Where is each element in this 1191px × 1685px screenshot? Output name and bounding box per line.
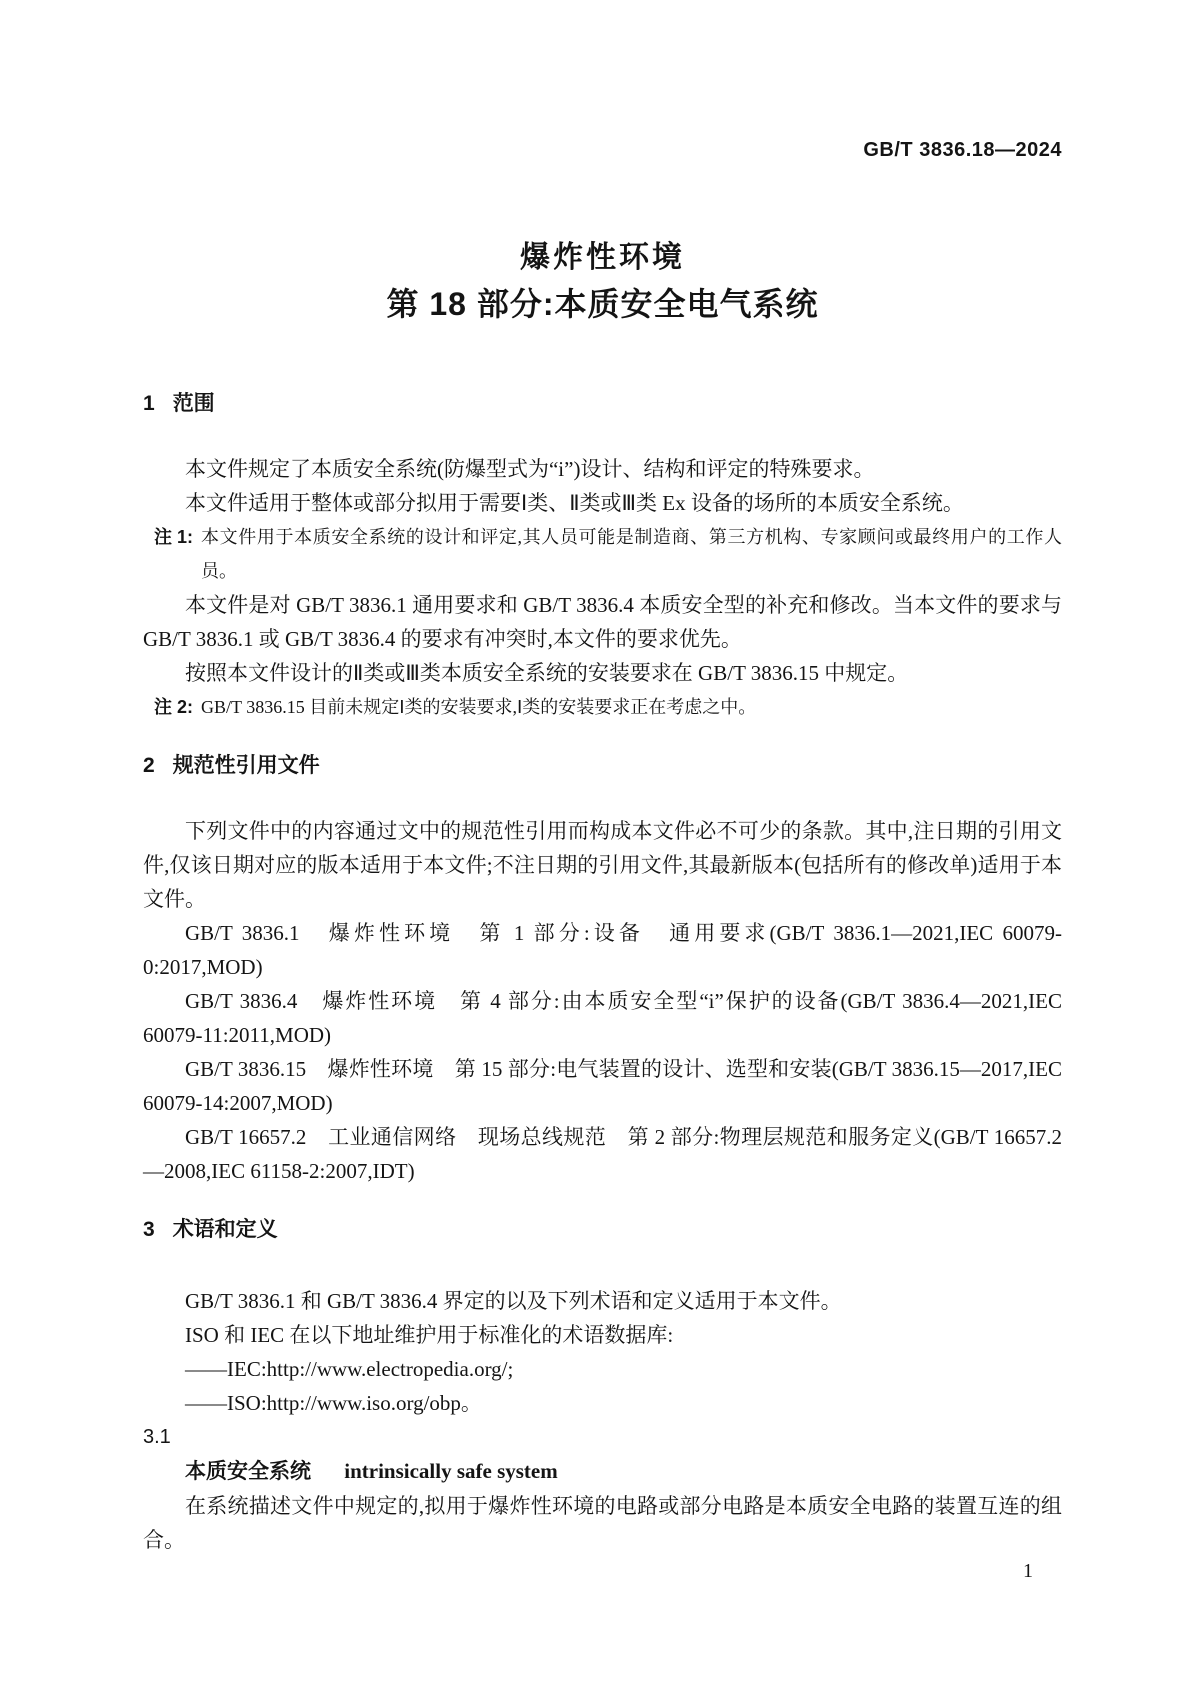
scope-note-2 — [154, 690, 1062, 724]
section-heading-normative-references — [143, 752, 1062, 780]
reference-item: GB/T 3836.15 爆炸性环境 第 15 部分:电气装置的设计、选型和安装(GB/T 3836.15—2017,IEC 60079-14:2007,MOD) — [143, 1057, 1062, 1115]
scope-note-1 — [154, 520, 1062, 588]
term-chinese: 本质安全系统 — [185, 1460, 311, 1483]
clause-number-3-1: 3.1 — [143, 1426, 171, 1448]
scope-paragraph-2: 本文件适用于整体或部分拟用于需要Ⅰ类、Ⅱ类或Ⅲ类 Ex 设备的场所的本质安全系统。 — [185, 491, 964, 515]
doc-title-line2: 第 18 部分:本质安全电气系统 — [386, 286, 819, 322]
reference-item: GB/T 3836.4 爆炸性环境 第 4 部分:由本质安全型“i”保护的设备(GB/T 3836.4—2021,IEC 60079-11:2011,MOD) — [143, 989, 1062, 1047]
database-item-iso: ——ISO:http://www.iso.org/obp。 — [185, 1391, 482, 1415]
note-text: GB/T 3836.15 目前未规定Ⅰ类的安装要求,Ⅰ类的安装要求正在考虑之中。 — [201, 697, 757, 717]
section-heading-terms — [143, 1216, 1062, 1244]
section-title: 规范性引用文件 — [172, 754, 320, 777]
terminology-database-list — [143, 1352, 1062, 1420]
section-number: 3 — [143, 1218, 155, 1241]
note-label: 注 1: — [154, 527, 194, 547]
scope-paragraph-3: 本文件是对 GB/T 3836.1 通用要求和 GB/T 3836.4 本质安全型的补充和修改。当本文件的要求与 GB/T 3836.1 或 GB/T 3836.4 的要求有冲突时,本文件的要求优先。 — [143, 593, 1062, 651]
term-entry — [143, 1454, 1062, 1489]
section-number: 2 — [143, 754, 155, 777]
terms-paragraph-1: GB/T 3836.1 和 GB/T 3836.4 界定的以及下列术语和定义适用于本文件。 — [185, 1289, 842, 1313]
references-intro: 下列文件中的内容通过文中的规范性引用而构成本文件必不可少的条款。其中,注日期的引用文件,仅该日期对应的版本适用于本文件;不注日期的引用文件,其最新版本(包括所有的修改单)适用于本文件。 — [143, 819, 1062, 911]
note-label: 注 2: — [154, 697, 194, 717]
section-number: 1 — [143, 392, 155, 415]
page-number: 1 — [1023, 1560, 1033, 1582]
reference-item: GB/T 16657.2 工业通信网络 现场总线规范 第 2 部分:物理层规范和服务定义(GB/T 16657.2—2008,IEC 61158-2:2007,IDT) — [143, 1125, 1062, 1183]
term-definition: 在系统描述文件中规定的,拟用于爆炸性环境的电路或部分电路是本质安全电路的装置互连的组合。 — [143, 1494, 1062, 1552]
doc-title-line1: 爆炸性环境 — [520, 241, 685, 274]
section-heading-scope — [143, 390, 1062, 418]
terms-paragraph-2: ISO 和 IEC 在以下地址维护用于标准化的术语数据库: — [185, 1323, 674, 1347]
database-item-iec: ——IEC:http://www.electropedia.org/; — [185, 1357, 514, 1381]
references-list — [143, 916, 1062, 1188]
note-text: 本文件用于本质安全系统的设计和评定,其人员可能是制造商、第三方机构、专家顾问或最终用户的工作人员。 — [201, 527, 1062, 581]
scope-paragraph-1: 本文件规定了本质安全系统(防爆型式为“i”)设计、结构和评定的特殊要求。 — [185, 457, 875, 481]
scope-paragraph-4: 按照本文件设计的Ⅱ类或Ⅲ类本质安全系统的安装要求在 GB/T 3836.15 中规定。 — [185, 661, 909, 685]
section-title: 术语和定义 — [172, 1218, 278, 1241]
reference-item: GB/T 3836.1 爆炸性环境 第 1 部分:设备 通用要求(GB/T 3836.1—2021,IEC 60079-0:2017,MOD) — [143, 921, 1062, 979]
standard-code: GB/T 3836.18—2024 — [863, 139, 1062, 161]
term-english: intrinsically safe system — [344, 1459, 558, 1483]
section-title: 范围 — [172, 392, 215, 415]
